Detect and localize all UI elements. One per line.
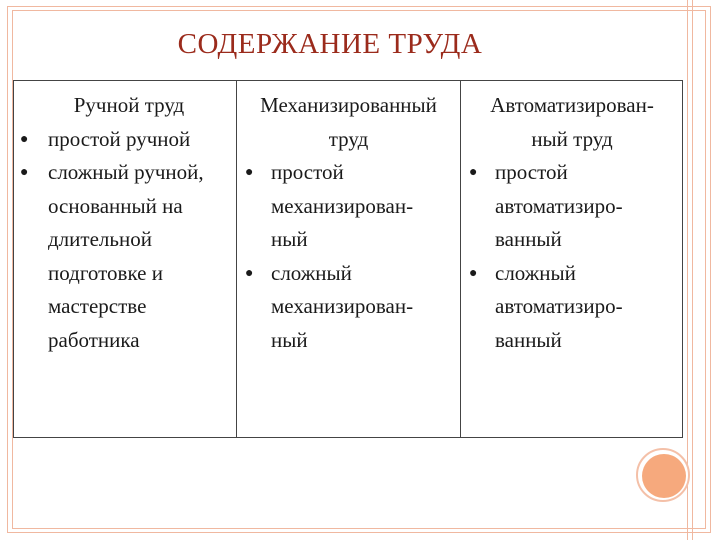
header-line: Ручной труд bbox=[73, 93, 185, 117]
bullet-icon: ● bbox=[20, 131, 29, 147]
bullet-list bbox=[461, 156, 683, 357]
decorative-rule bbox=[692, 0, 693, 540]
bullet-icon: ● bbox=[245, 165, 254, 180]
item-line: мастерстве bbox=[48, 294, 147, 318]
item-line: автоматизиро- bbox=[495, 294, 623, 318]
item-line: ванный bbox=[495, 227, 562, 251]
item-line: работника bbox=[48, 327, 140, 352]
item-line: сложный ручной, bbox=[48, 160, 204, 184]
bullet-list bbox=[237, 156, 460, 357]
decorative-rule bbox=[687, 0, 688, 540]
header-line: ный труд bbox=[531, 126, 613, 151]
list-item bbox=[14, 156, 236, 357]
item-line: механизирован- bbox=[271, 193, 414, 218]
item-line: ванный bbox=[495, 327, 562, 352]
column-header bbox=[14, 89, 240, 123]
item-line: ный bbox=[271, 227, 308, 251]
header-line: труд bbox=[328, 126, 369, 151]
column-header bbox=[237, 89, 460, 156]
item-line: длительной bbox=[48, 227, 152, 251]
item-line: сложный bbox=[495, 260, 576, 285]
item-line: основанный на bbox=[48, 193, 183, 218]
item-line: ный bbox=[271, 327, 308, 352]
list-item bbox=[461, 257, 683, 358]
item-line: сложный bbox=[271, 260, 352, 285]
item-line: простой bbox=[271, 160, 344, 184]
bullet-icon: ● bbox=[245, 265, 254, 281]
item-line: механизирован- bbox=[271, 294, 414, 318]
list-item bbox=[14, 123, 236, 157]
decorative-circle-icon bbox=[642, 454, 686, 498]
header-line: Автоматизирован- bbox=[490, 93, 654, 117]
item-line: простой bbox=[495, 160, 568, 184]
column-manual-labor bbox=[14, 89, 236, 357]
bullet-icon: ● bbox=[469, 165, 478, 180]
item-line: автоматизиро- bbox=[495, 193, 623, 218]
header-line: Механизированный bbox=[260, 93, 437, 117]
list-item bbox=[237, 156, 460, 257]
labor-content-table bbox=[13, 80, 683, 438]
bullet-icon: ● bbox=[20, 165, 29, 180]
column-header bbox=[461, 89, 683, 156]
column-mechanized-labor bbox=[237, 89, 460, 357]
bullet-icon: ● bbox=[469, 265, 478, 281]
list-item bbox=[237, 257, 460, 358]
item-line: простой ручной bbox=[48, 126, 191, 151]
list-item bbox=[461, 156, 683, 257]
item-line: подготовке и bbox=[48, 260, 163, 285]
page-title: СОДЕРЖАНИЕ ТРУДА bbox=[177, 28, 483, 60]
column-automated-labor bbox=[461, 89, 683, 357]
bullet-list bbox=[14, 123, 236, 358]
